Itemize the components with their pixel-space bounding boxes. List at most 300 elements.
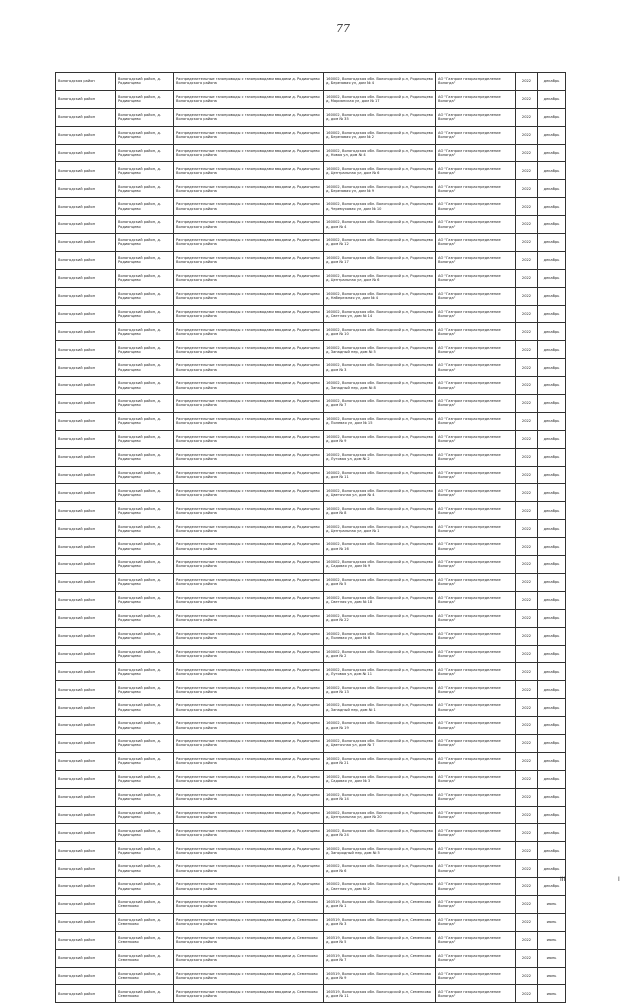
locality-cell: Вологодский район, д. Семенково <box>116 968 174 985</box>
year-cell: 2022 <box>516 896 538 913</box>
month-cell: декабрь <box>538 556 566 573</box>
address-cell: 160519, Вологодская обл. Вологодский р-н, Семенково д, дом № 7 <box>324 950 436 967</box>
district-cell: Вологодский район <box>56 216 116 233</box>
district-cell: Вологодский район <box>56 717 116 734</box>
year-cell: 2022 <box>516 288 538 305</box>
district-cell: Вологодский район <box>56 288 116 305</box>
table-row <box>56 341 566 359</box>
locality-cell: Вологодский район, д. Родионцево <box>116 592 174 609</box>
locality-cell: Вологодский район, д. Родионцево <box>116 216 174 233</box>
address-cell: 160519, Вологодская обл. Вологодский р-н, Семенково д, дом № 11 <box>324 985 436 1002</box>
address-cell: 160002, Вологодская обл. Вологодский р-н, Родионцево д, Садовая ул, дом № 9 <box>324 556 436 573</box>
district-cell: Вологодский район <box>56 610 116 627</box>
address-cell: 160002, Вологодская обл. Вологодский р-н, Родионцево д, дом № 21 <box>324 753 436 770</box>
month-cell: декабрь <box>538 359 566 376</box>
locality-cell: Вологодский район, д. Родионцево <box>116 735 174 752</box>
table-row <box>56 735 566 753</box>
address-cell: 160002, Вологодская обл. Вологодский р-н, Родионцево д, дом № 8 <box>324 502 436 519</box>
year-cell: 2022 <box>516 306 538 323</box>
year-cell: 2022 <box>516 842 538 859</box>
address-cell: 160002, Вологодская обл. Вологодский р-н, Родионцево д, Западный пер, дом № 8 <box>324 377 436 394</box>
month-cell: декабрь <box>538 252 566 269</box>
object-cell: Распределительные газопроводы с газопроводами вводами д. Семенково Вологодского района <box>174 914 324 931</box>
table-row <box>56 771 566 789</box>
object-cell: Распределительные газопроводы с газопроводами вводами д. Родионцево Вологодского района <box>174 484 324 501</box>
district-cell: Вологодский район <box>56 270 116 287</box>
locality-cell: Вологодский район, д. Родионцево <box>116 878 174 895</box>
locality-cell: Вологодский район, д. Родионцево <box>116 306 174 323</box>
table-row <box>56 377 566 395</box>
operator-cell: АО "Газпром газораспределение Вологда" <box>436 985 516 1002</box>
year-cell: 2022 <box>516 556 538 573</box>
address-cell: 160002, Вологодская обл. Вологодский р-н, Родионцево д, Березовая ул, дом № 2 <box>324 127 436 144</box>
month-cell: декабрь <box>538 717 566 734</box>
table-row <box>56 234 566 252</box>
district-cell: Вологодский район <box>56 502 116 519</box>
month-cell: декабрь <box>538 646 566 663</box>
district-cell: Вологодский район <box>56 628 116 645</box>
table-row <box>56 252 566 270</box>
locality-cell: Вологодский район, д. Семенково <box>116 985 174 1002</box>
year-cell: 2022 <box>516 914 538 931</box>
district-cell: Вологодский район <box>56 306 116 323</box>
locality-cell: Вологодский район, д. Родионцево <box>116 681 174 698</box>
object-cell: Распределительные газопроводы с газопроводами вводами д. Родионцево Вологодского района <box>174 377 324 394</box>
table-row <box>56 502 566 520</box>
address-cell: 160002, Вологодская обл. Вологодский р-н, Родионцево д, Березовая ул, дом № 4 <box>324 73 436 90</box>
operator-cell: АО "Газпром газораспределение Вологда" <box>436 628 516 645</box>
year-cell: 2022 <box>516 216 538 233</box>
table-row <box>56 323 566 341</box>
address-cell: 160002, Вологодская обл. Вологодский р-н, Родионцево д, дом № 35 <box>324 109 436 126</box>
address-cell: 160002, Вологодская обл. Вологодский р-н, Родионцево д, дом № 2 <box>324 646 436 663</box>
operator-cell: АО "Газпром газораспределение Вологда" <box>436 341 516 358</box>
table-row <box>56 628 566 646</box>
operator-cell: АО "Газпром газораспределение Вологда" <box>436 359 516 376</box>
locality-cell: Вологодский район, д. Родионцево <box>116 860 174 877</box>
operator-cell: АО "Газпром газораспределение Вологда" <box>436 306 516 323</box>
year-cell: 2022 <box>516 968 538 985</box>
operator-cell: АО "Газпром газораспределение Вологда" <box>436 180 516 197</box>
locality-cell: Вологодский район, д. Родионцево <box>116 73 174 90</box>
locality-cell: Вологодский район, д. Родионцево <box>116 234 174 251</box>
operator-cell: АО "Газпром газораспределение Вологда" <box>436 413 516 430</box>
district-cell: Вологодский район <box>56 234 116 251</box>
locality-cell: Вологодский район, д. Родионцево <box>116 162 174 179</box>
month-cell: июнь <box>538 914 566 931</box>
table-row <box>56 556 566 574</box>
table-row <box>56 807 566 825</box>
address-cell: 160519, Вологодская обл. Вологодский р-н, Семенково д, дом № 9 <box>324 968 436 985</box>
district-cell: Вологодский район <box>56 127 116 144</box>
month-cell: декабрь <box>538 663 566 680</box>
table-row <box>56 860 566 878</box>
month-cell: декабрь <box>538 377 566 394</box>
object-cell: Распределительные газопроводы с газопроводами вводами д. Родионцево Вологодского района <box>174 449 324 466</box>
table-row <box>56 950 566 968</box>
object-cell: Распределительные газопроводы с газопроводами вводами д. Родионцево Вологодского района <box>174 807 324 824</box>
operator-cell: АО "Газпром газораспределение Вологда" <box>436 681 516 698</box>
table-row <box>56 145 566 163</box>
district-cell: Вологодский район <box>56 681 116 698</box>
operator-cell: АО "Газпром газораспределение Вологда" <box>436 556 516 573</box>
object-cell: Распределительные газопроводы с газопроводами вводами д. Родионцево Вологодского района <box>174 502 324 519</box>
object-cell: Распределительные газопроводы с газопроводами вводами д. Родионцево Вологодского района <box>174 306 324 323</box>
year-cell: 2022 <box>516 646 538 663</box>
table-row <box>56 127 566 145</box>
year-cell: 2022 <box>516 878 538 895</box>
district-cell: Вологодский район <box>56 807 116 824</box>
table-row <box>56 180 566 198</box>
district-cell: Вологодский район <box>56 323 116 340</box>
month-cell: декабрь <box>538 842 566 859</box>
year-cell: 2022 <box>516 771 538 788</box>
month-cell: декабрь <box>538 502 566 519</box>
table-row <box>56 162 566 180</box>
object-cell: Распределительные газопроводы с газопроводами вводами д. Родионцево Вологодского района <box>174 234 324 251</box>
year-cell: 2022 <box>516 341 538 358</box>
district-cell: Вологодский район <box>56 145 116 162</box>
operator-cell: АО "Газпром газораспределение Вологда" <box>436 288 516 305</box>
table-row <box>56 592 566 610</box>
table-row <box>56 985 566 1003</box>
table-row <box>56 484 566 502</box>
address-cell: 160002, Вологодская обл. Вологодский р-н, Родионцево д, Полевая ул, дом № 15 <box>324 413 436 430</box>
month-cell: декабрь <box>538 270 566 287</box>
district-cell: Вологодский район <box>56 252 116 269</box>
operator-cell: АО "Газпром газораспределение Вологда" <box>436 574 516 591</box>
month-cell: декабрь <box>538 449 566 466</box>
address-cell: 160002, Вологодская обл. Вологодский р-н, Родионцево д, дом № 22 <box>324 610 436 627</box>
table-row <box>56 216 566 234</box>
locality-cell: Вологодский район, д. Родионцево <box>116 145 174 162</box>
locality-cell: Вологодский район, д. Родионцево <box>116 574 174 591</box>
locality-cell: Вологодский район, д. Родионцево <box>116 323 174 340</box>
table-row <box>56 431 566 449</box>
district-cell: Вологодский район <box>56 91 116 108</box>
object-cell: Распределительные газопроводы с газопроводами вводами д. Родионцево Вологодского района <box>174 699 324 716</box>
table-row <box>56 646 566 664</box>
district-cell: Вологодский район <box>56 735 116 752</box>
year-cell: 2022 <box>516 127 538 144</box>
object-cell: Распределительные газопроводы с газопроводами вводами д. Семенково Вологодского района <box>174 950 324 967</box>
address-cell: 160002, Вологодская обл. Вологодский р-н, Родионцево д, дом № 5 <box>324 574 436 591</box>
address-cell: 160002, Вологодская обл. Вологодский р-н, Родионцево д, Набережная ул, дом № 4 <box>324 288 436 305</box>
address-cell: 160519, Вологодская обл. Вологодский р-н, Семенково д, дом № 5 <box>324 932 436 949</box>
locality-cell: Вологодский район, д. Родионцево <box>116 467 174 484</box>
operator-cell: АО "Газпром газораспределение Вологда" <box>436 145 516 162</box>
year-cell: 2022 <box>516 985 538 1002</box>
operator-cell: АО "Газпром газораспределение Вологда" <box>436 789 516 806</box>
district-cell: Вологодский район <box>56 538 116 555</box>
object-cell: Распределительные газопроводы с газопроводами вводами д. Родионцево Вологодского района <box>174 431 324 448</box>
address-cell: 160002, Вологодская обл. Вологодский р-н, Родионцево д, Светлая ул, дом № 2 <box>324 878 436 895</box>
operator-cell: АО "Газпром газораспределение Вологда" <box>436 449 516 466</box>
operator-cell: АО "Газпром газораспределение Вологда" <box>436 842 516 859</box>
year-cell: 2022 <box>516 270 538 287</box>
district-cell: Вологодский район <box>56 860 116 877</box>
month-cell: декабрь <box>538 789 566 806</box>
year-cell: 2022 <box>516 753 538 770</box>
year-cell: 2022 <box>516 538 538 555</box>
district-cell: Вологодский район <box>56 520 116 537</box>
year-cell: 2022 <box>516 198 538 215</box>
address-cell: 160002, Вологодская обл. Вологодский р-н, Родионцево д, Светлая ул, дом № 18 <box>324 592 436 609</box>
locality-cell: Вологодский район, д. Семенково <box>116 896 174 913</box>
district-cell: Вологодский район <box>56 413 116 430</box>
object-cell: Распределительные газопроводы с газопроводами вводами д. Родионцево Вологодского района <box>174 341 324 358</box>
district-cell: Вологодский район <box>56 467 116 484</box>
month-cell: декабрь <box>538 109 566 126</box>
operator-cell: АО "Газпром газораспределение Вологда" <box>436 699 516 716</box>
year-cell: 2022 <box>516 377 538 394</box>
locality-cell: Вологодский район, д. Родионцево <box>116 449 174 466</box>
locality-cell: Вологодский район, д. Родионцево <box>116 628 174 645</box>
object-cell: Распределительные газопроводы с газопроводами вводами д. Родионцево Вологодского района <box>174 109 324 126</box>
operator-cell: АО "Газпром газораспределение Вологда" <box>436 109 516 126</box>
operator-cell: АО "Газпром газораспределение Вологда" <box>436 431 516 448</box>
object-cell: Распределительные газопроводы с газопроводами вводами д. Родионцево Вологодского района <box>174 252 324 269</box>
operator-cell: АО "Газпром газораспределение Вологда" <box>436 162 516 179</box>
address-cell: 160002, Вологодская обл. Вологодский р-н, Родионцево д, Полевая ул, дом № 6 <box>324 628 436 645</box>
object-cell: Распределительные газопроводы с газопроводами вводами д. Родионцево Вологодского района <box>174 538 324 555</box>
month-cell: декабрь <box>538 610 566 627</box>
locality-cell: Вологодский район, д. Родионцево <box>116 502 174 519</box>
month-cell: декабрь <box>538 413 566 430</box>
locality-cell: Вологодский район, д. Родионцево <box>116 646 174 663</box>
district-cell: Вологодский район <box>56 771 116 788</box>
year-cell: 2022 <box>516 91 538 108</box>
locality-cell: Вологодский район, д. Родионцево <box>116 842 174 859</box>
operator-cell: АО "Газпром газораспределение Вологда" <box>436 950 516 967</box>
locality-cell: Вологодский район, д. Родионцево <box>116 699 174 716</box>
object-cell: Распределительные газопроводы с газопроводами вводами д. Родионцево Вологодского района <box>174 842 324 859</box>
month-cell: июнь <box>538 950 566 967</box>
operator-cell: АО "Газпром газораспределение Вологда" <box>436 127 516 144</box>
address-cell: 160002, Вологодская обл. Вологодский р-н, Родионцево д, дом № 12 <box>324 234 436 251</box>
year-cell: 2022 <box>516 574 538 591</box>
locality-cell: Вологодский район, д. Родионцево <box>116 807 174 824</box>
district-cell: Вологодский район <box>56 878 116 895</box>
year-cell: 2022 <box>516 359 538 376</box>
address-cell: 160002, Вологодская обл. Вологодский р-н, Родионцево д, Центральная ул, дом № 20 <box>324 807 436 824</box>
district-cell: Вологодский район <box>56 842 116 859</box>
year-cell: 2022 <box>516 628 538 645</box>
district-cell: Вологодский район <box>56 896 116 913</box>
month-cell: декабрь <box>538 431 566 448</box>
object-cell: Распределительные газопроводы с газопроводами вводами д. Родионцево Вологодского района <box>174 288 324 305</box>
locality-cell: Вологодский район, д. Родионцево <box>116 538 174 555</box>
address-cell: 160002, Вологодская обл. Вологодский р-н, Родионцево д, Цветочная ул, дом № 7 <box>324 735 436 752</box>
table-row <box>56 842 566 860</box>
month-cell: декабрь <box>538 735 566 752</box>
operator-cell: АО "Газпром газораспределение Вологда" <box>436 824 516 841</box>
month-cell: декабрь <box>538 216 566 233</box>
operator-cell: АО "Газпром газораспределение Вологда" <box>436 753 516 770</box>
object-cell: Распределительные газопроводы с газопроводами вводами д. Родионцево Вологодского района <box>174 610 324 627</box>
locality-cell: Вологодский район, д. Родионцево <box>116 771 174 788</box>
month-cell: декабрь <box>538 681 566 698</box>
object-cell: Распределительные газопроводы с газопроводами вводами д. Семенково Вологодского района <box>174 968 324 985</box>
year-cell: 2022 <box>516 162 538 179</box>
address-cell: 160002, Вологодская обл. Вологодский р-н, Родионцево д, Новая ул, дом № 4 <box>324 145 436 162</box>
object-cell: Распределительные газопроводы с газопроводами вводами д. Родионцево Вологодского района <box>174 145 324 162</box>
district-cell: Вологодский район <box>56 484 116 501</box>
object-cell: Распределительные газопроводы с газопроводами вводами д. Родионцево Вологодского района <box>174 646 324 663</box>
locality-cell: Вологодский район, д. Родионцево <box>116 252 174 269</box>
year-cell: 2022 <box>516 109 538 126</box>
object-cell: Распределительные газопроводы с газопроводами вводами д. Родионцево Вологодского района <box>174 878 324 895</box>
month-cell: декабрь <box>538 145 566 162</box>
operator-cell: АО "Газпром газораспределение Вологда" <box>436 467 516 484</box>
table-row <box>56 699 566 717</box>
object-cell: Распределительные газопроводы с газопроводами вводами д. Родионцево Вологодского района <box>174 628 324 645</box>
district-cell: Вологодский район <box>56 574 116 591</box>
district-cell: Вологодский район <box>56 753 116 770</box>
year-cell: 2022 <box>516 449 538 466</box>
district-cell: Вологодский район <box>56 377 116 394</box>
address-cell: 160002, Вологодская обл. Вологодский р-н, Родионцево д, Луговая ул, дом № 2 <box>324 449 436 466</box>
year-cell: 2022 <box>516 484 538 501</box>
year-cell: 2022 <box>516 413 538 430</box>
year-cell: 2022 <box>516 592 538 609</box>
operator-cell: АО "Газпром газораспределение Вологда" <box>436 323 516 340</box>
object-cell: Распределительные газопроводы с газопроводами вводами д. Родионцево Вологодского района <box>174 735 324 752</box>
table-row <box>56 789 566 807</box>
year-cell: 2022 <box>516 699 538 716</box>
operator-cell: АО "Газпром газораспределение Вологда" <box>436 73 516 90</box>
year-cell: 2022 <box>516 234 538 251</box>
operator-cell: АО "Газпром газораспределение Вологда" <box>436 968 516 985</box>
page-number: 77 <box>336 22 350 35</box>
operator-cell: АО "Газпром газораспределение Вологда" <box>436 896 516 913</box>
month-cell: декабрь <box>538 592 566 609</box>
operator-cell: АО "Газпром газораспределение Вологда" <box>436 395 516 412</box>
district-cell: Вологодский район <box>56 180 116 197</box>
district-cell: Вологодский район <box>56 395 116 412</box>
address-cell: 160002, Вологодская обл. Вологодский р-н, Родионцево д, дом № 9 <box>324 431 436 448</box>
locality-cell: Вологодский район, д. Родионцево <box>116 556 174 573</box>
table-row <box>56 109 566 127</box>
locality-cell: Вологодский район, д. Родионцево <box>116 520 174 537</box>
table-row <box>56 663 566 681</box>
locality-cell: Вологодский район, д. Родионцево <box>116 717 174 734</box>
object-cell: Распределительные газопроводы с газопроводами вводами д. Родионцево Вологодского района <box>174 663 324 680</box>
table-row <box>56 932 566 950</box>
month-cell: декабрь <box>538 91 566 108</box>
operator-cell: АО "Газпром газораспределение Вологда" <box>436 91 516 108</box>
year-cell: 2022 <box>516 467 538 484</box>
district-cell: Вологодский район <box>56 109 116 126</box>
gas-pipeline-table <box>55 72 566 1003</box>
year-cell: 2022 <box>516 180 538 197</box>
year-cell: 2022 <box>516 824 538 841</box>
address-cell: 160002, Вологодская обл. Вологодский р-н, Родионцево д, Марианская ул, дом № 17 <box>324 91 436 108</box>
year-cell: 2022 <box>516 395 538 412</box>
table-row <box>56 914 566 932</box>
month-cell: декабрь <box>538 395 566 412</box>
month-cell: июнь <box>538 985 566 1002</box>
month-cell: июнь <box>538 896 566 913</box>
locality-cell: Вологодский район, д. Родионцево <box>116 663 174 680</box>
month-cell: декабрь <box>538 860 566 877</box>
operator-cell: АО "Газпром газораспределение Вологда" <box>436 234 516 251</box>
address-cell: 160002, Вологодская обл. Вологодский р-н, Родионцево д, дом № 19 <box>324 717 436 734</box>
district-cell: Вологодский район <box>56 449 116 466</box>
locality-cell: Вологодский район, д. Родионцево <box>116 127 174 144</box>
month-cell: декабрь <box>538 323 566 340</box>
table-row <box>56 878 566 896</box>
object-cell: Распределительные газопроводы с газопроводами вводами д. Семенково Вологодского района <box>174 896 324 913</box>
district-cell: Вологодский район <box>56 914 116 931</box>
locality-cell: Вологодский район, д. Родионцево <box>116 377 174 394</box>
address-cell: 160002, Вологодская обл. Вологодский р-н, Родионцево д, дом № 11 <box>324 467 436 484</box>
locality-cell: Вологодский район, д. Родионцево <box>116 484 174 501</box>
locality-cell: Вологодский район, д. Родионцево <box>116 180 174 197</box>
year-cell: 2022 <box>516 735 538 752</box>
locality-cell: Вологодский район, д. Родионцево <box>116 109 174 126</box>
locality-cell: Вологодский район, д. Родионцево <box>116 288 174 305</box>
address-cell: 160002, Вологодская обл. Вологодский р-н, Родионцево д, Цветочная ул, дом № 4 <box>324 484 436 501</box>
operator-cell: АО "Газпром газораспределение Вологда" <box>436 735 516 752</box>
operator-cell: АО "Газпром газораспределение Вологда" <box>436 914 516 931</box>
address-cell: 160002, Вологодская обл. Вологодский р-н, Родионцево д, дом № 16 <box>324 538 436 555</box>
object-cell: Распределительные газопроводы с газопроводами вводами д. Родионцево Вологодского района <box>174 73 324 90</box>
address-cell: 160002, Вологодская обл. Вологодский р-н, Родионцево д, Садовая ул, дом № 3 <box>324 771 436 788</box>
month-cell: декабрь <box>538 699 566 716</box>
table-row <box>56 968 566 986</box>
year-cell: 2022 <box>516 932 538 949</box>
address-cell: 160002, Вологодская обл. Вологодский р-н, Родионцево д, дом № 17 <box>324 252 436 269</box>
object-cell: Распределительные газопроводы с газопроводами вводами д. Родионцево Вологодского района <box>174 162 324 179</box>
year-cell: 2022 <box>516 145 538 162</box>
month-cell: декабрь <box>538 306 566 323</box>
month-cell: июнь <box>538 968 566 985</box>
object-cell: Распределительные газопроводы с газопроводами вводами д. Родионцево Вологодского района <box>174 717 324 734</box>
operator-cell: АО "Газпром газораспределение Вологда" <box>436 252 516 269</box>
operator-cell: АО "Газпром газораспределение Вологда" <box>436 502 516 519</box>
table-row <box>56 538 566 556</box>
address-cell: 160519, Вологодская обл. Вологодский р-н, Семенково д, дом № 3 <box>324 914 436 931</box>
month-cell: декабрь <box>538 467 566 484</box>
operator-cell: АО "Газпром газораспределение Вологда" <box>436 807 516 824</box>
locality-cell: Вологодский район, д. Родионцево <box>116 753 174 770</box>
address-cell: 160002, Вологодская обл. Вологодский р-н, Родионцево д, дом № 24 <box>324 824 436 841</box>
year-cell: 2022 <box>516 717 538 734</box>
operator-cell: АО "Газпром газораспределение Вологда" <box>436 646 516 663</box>
district-cell: Вологодский район <box>56 431 116 448</box>
month-cell: декабрь <box>538 520 566 537</box>
locality-cell: Вологодский район, д. Родионцево <box>116 270 174 287</box>
table-row <box>56 681 566 699</box>
object-cell: Распределительные газопроводы с газопроводами вводами д. Родионцево Вологодского района <box>174 467 324 484</box>
district-cell: Вологодский район <box>56 985 116 1002</box>
operator-cell: АО "Газпром газораспределение Вологда" <box>436 932 516 949</box>
address-cell: 160002, Вологодская обл. Вологодский р-н, Родионцево д, дом № 4 <box>324 216 436 233</box>
year-cell: 2022 <box>516 252 538 269</box>
month-cell: декабрь <box>538 771 566 788</box>
object-cell: Распределительные газопроводы с газопроводами вводами д. Семенково Вологодского района <box>174 932 324 949</box>
year-cell: 2022 <box>516 323 538 340</box>
object-cell: Распределительные газопроводы с газопроводами вводами д. Родионцево Вологодского района <box>174 574 324 591</box>
table-row <box>56 91 566 109</box>
object-cell: Распределительные газопроводы с газопроводами вводами д. Родионцево Вологодского района <box>174 753 324 770</box>
district-cell: Вологодский район <box>56 198 116 215</box>
month-cell: декабрь <box>538 162 566 179</box>
operator-cell: АО "Газпром газораспределение Вологда" <box>436 860 516 877</box>
locality-cell: Вологодский район, д. Семенково <box>116 932 174 949</box>
object-cell: Распределительные газопроводы с газопроводами вводами д. Родионцево Вологодского района <box>174 395 324 412</box>
